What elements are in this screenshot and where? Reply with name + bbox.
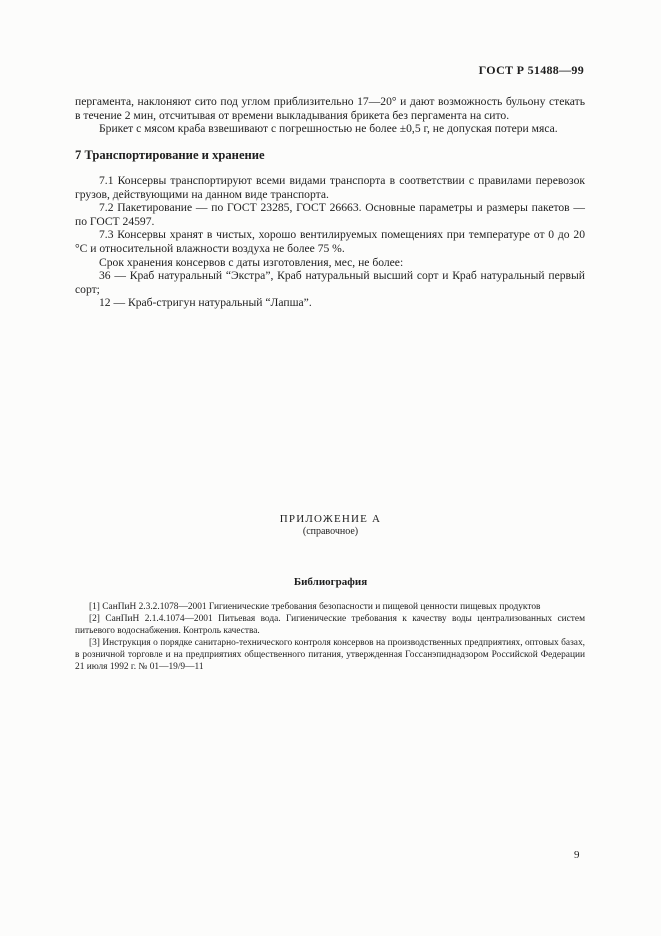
clause-7-1: 7.1 Консервы транспортируют всеми видами транспорта в соответствии с правилами перевозок грузов, действующими на данном виде транспорта. [75, 174, 585, 201]
bibliography-item: [2] СанПиН 2.1.4.1074—2001 Питьевая вода. Гигиенические требования к качеству воды централизованных систем питьевого водоснабжения. Контроль качества. [75, 614, 585, 636]
intro-paragraph-1: пергамента, наклоняют сито под углом приблизительно 17—20° и дают возможность бульону стекать в течение 2 мин, отсчитывая от времени выкладывания брикета без пергамента на сито. [75, 95, 585, 122]
storage-term-12: 12 — Краб-стригун натуральный “Лапша”. [99, 296, 312, 310]
storage-term-intro: Срок хранения консервов с даты изготовления, мес, не более: [99, 255, 404, 269]
bibliography-list [75, 601, 585, 673]
document-code: ГОСТ Р 51488—99 [478, 63, 584, 77]
intro-paragraph-2: Брикет с мясом краба взвешивают с погрешностью не более ±0,5 г, не допуская потери мяса. [99, 122, 558, 136]
bibliography-item: [3] Инструкция о порядке санитарно-технического контроля консервов на производственных предприятиях, оптовых базах, в розничной торговле и на предприятиях общественного питания, утвержденная Госсанэпиднадзором Российской Федерации 21 июля 1992 г. № 01—19/9—11 [75, 638, 585, 672]
intro-text [75, 95, 585, 136]
appendix-subtitle: (справочное) [302, 526, 359, 537]
clause-7-3: 7.3 Консервы хранят в чистых, хорошо вентилируемых помещениях при температуре от 0 до 20 °С и относительной влажности воздуха не более 75 %. [75, 228, 585, 255]
bibliography-item: [1] СанПиН 2.3.2.1078—2001 Гигиенические требования безопасности и пищевой ценности пищевых продуктов [89, 602, 541, 612]
section-7-body [75, 174, 585, 310]
bibliography-title: Библиография [293, 576, 368, 588]
section-7-heading: 7 Транспортирование и хранение [75, 148, 265, 162]
page-number: 9 [574, 849, 580, 861]
appendix-title: ПРИЛОЖЕНИЕ А [279, 513, 382, 525]
clause-7-2: 7.2 Пакетирование — по ГОСТ 23285, ГОСТ 26663. Основные параметры и размеры пакетов — по ГОСТ 24597. [75, 201, 585, 228]
storage-term-36: 36 — Краб натуральный “Экстра”, Краб натуральный высший сорт и Краб натуральный первый сорт; [75, 269, 585, 296]
